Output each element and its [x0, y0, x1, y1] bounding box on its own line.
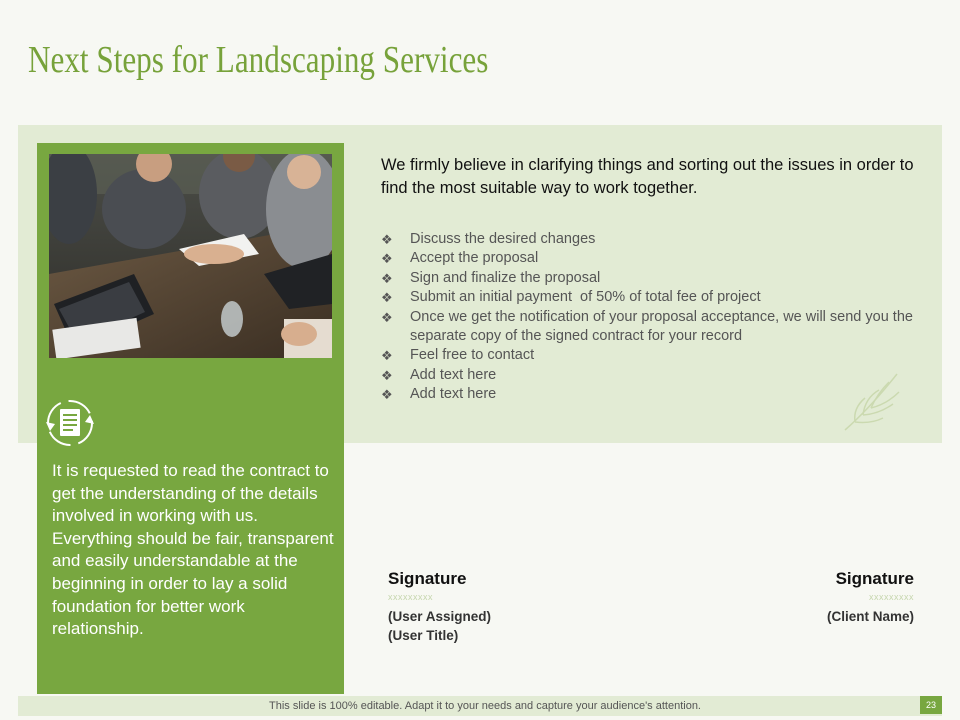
intro-text: We firmly believe in clarifying things and sorting out the issues in order to find the most suitable way to work together. [381, 156, 914, 197]
signature-placeholder-user: xxxxxxxxx [388, 592, 433, 602]
user-assigned-label: (User Assigned) [388, 609, 492, 624]
list-item: ❖ Once we get the notification of your proposal acceptance, we will send you the separate copy of the signed contract for your record [381, 308, 913, 345]
list-item: ❖ Sign and finalize the proposal [381, 269, 921, 288]
list-item: ❖ Add text here [381, 385, 921, 404]
footer-note: This slide is 100% editable. Adapt it to your needs and capture your audience's attention. [269, 700, 701, 712]
diamond-bullet-icon: ❖ [381, 309, 393, 325]
list-item: ❖ Discuss the desired changes [381, 230, 921, 249]
diamond-bullet-icon: ❖ [381, 251, 393, 267]
slide-title: Next Steps for Landscaping Services [28, 39, 489, 81]
signature-heading-user: Signature [388, 569, 467, 588]
client-name-label: (Client Name) [826, 609, 914, 624]
signature-placeholder-client: xxxxxxxxx [869, 592, 914, 602]
signature-heading-client: Signature [835, 569, 914, 588]
list-item: ❖ Feel free to contact [381, 346, 921, 365]
list-item: ❖ Add text here [381, 366, 921, 385]
user-title-label: (User Title) [388, 628, 459, 643]
page-number: 23 [920, 696, 942, 714]
footer-bar [18, 696, 942, 716]
diamond-bullet-icon: ❖ [381, 270, 393, 286]
business-meeting-photo [49, 154, 332, 358]
diamond-bullet-icon: ❖ [381, 367, 393, 383]
list-item: ❖ Submit an initial payment of 50% of total fee of project [381, 288, 921, 307]
diamond-bullet-icon: ❖ [381, 348, 393, 364]
document-refresh-icon [44, 397, 96, 449]
diamond-bullet-icon: ❖ [381, 232, 393, 247]
diamond-bullet-icon: ❖ [381, 290, 393, 306]
diamond-bullet-icon: ❖ [381, 387, 393, 403]
list-item: ❖ Accept the proposal [381, 249, 921, 268]
contract-note: It is requested to read the contract to get the understanding of the details involved in working with us. Everything should be fair, transparent and easily understandable at the beginning in order to lay a solid foundation for better work relationship. [52, 461, 334, 639]
palm-leaf-icon [835, 368, 905, 438]
